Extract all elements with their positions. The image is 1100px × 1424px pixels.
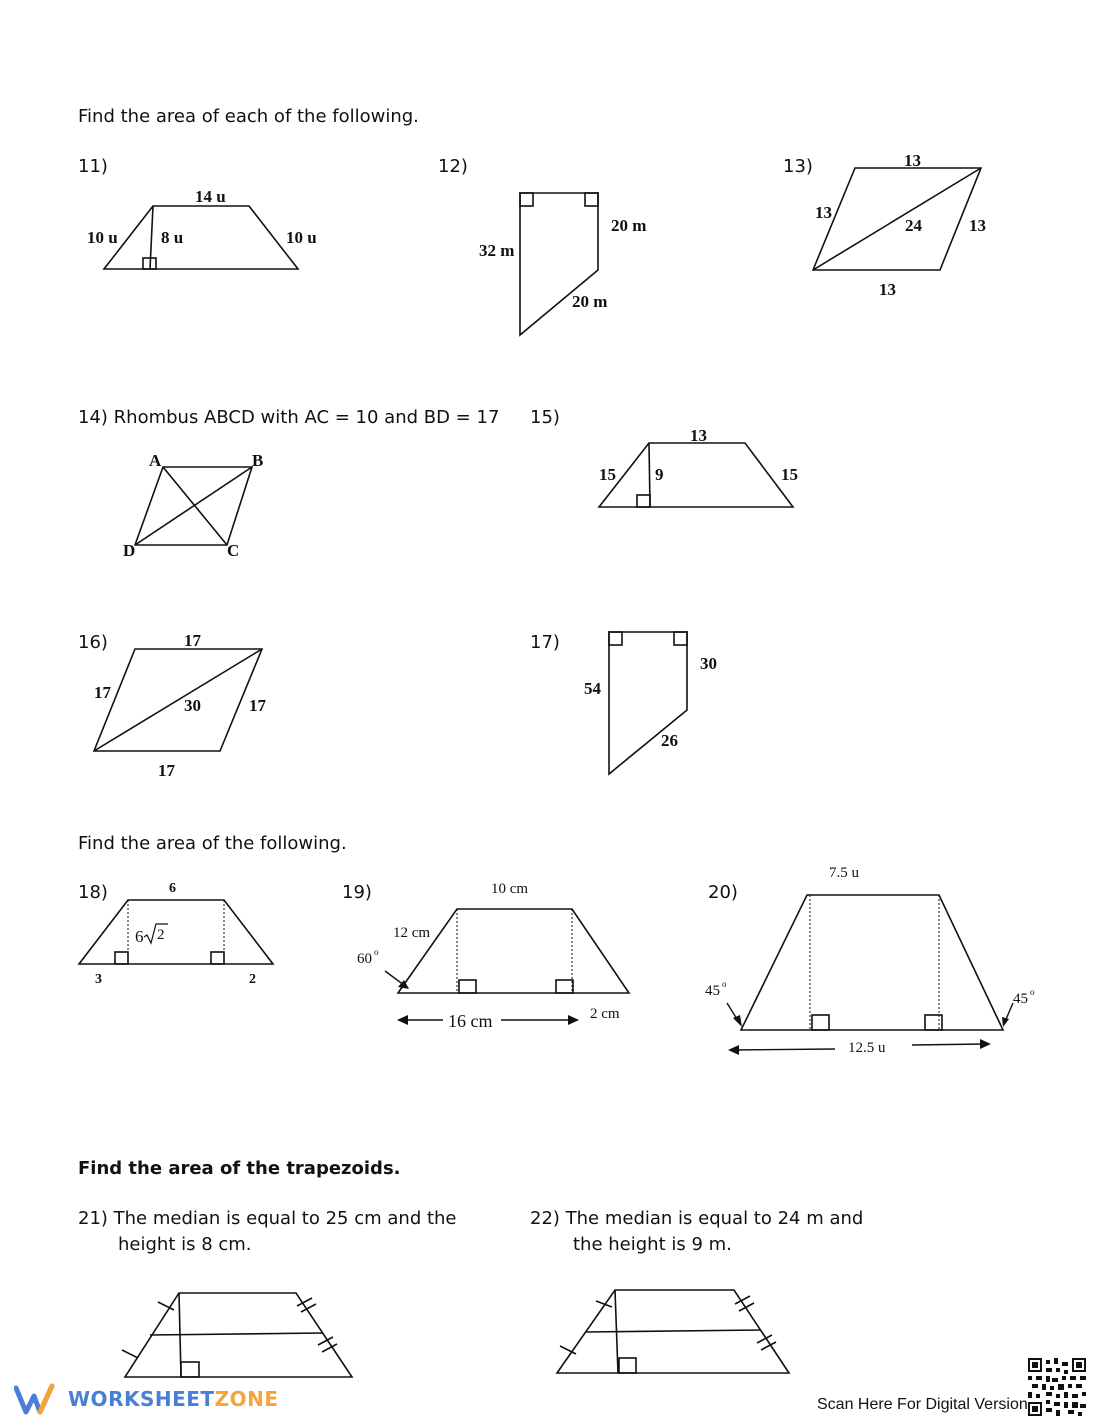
problem-15-number: 15) xyxy=(530,407,560,428)
p18-label-height-coef: 6 xyxy=(135,927,144,946)
worksheetzone-logo-icon xyxy=(14,1382,62,1416)
arrow-head-20a xyxy=(733,1015,742,1027)
problem-22-text-line2: the height is 9 m. xyxy=(573,1234,732,1255)
problem-21-text-line1: 21) The median is equal to 25 cm and the xyxy=(78,1208,457,1229)
arrow-head-19c xyxy=(568,1015,579,1025)
problem-19-number: 19) xyxy=(342,882,372,903)
figure-17-pentagon xyxy=(609,632,687,774)
problem-20-number: 20) xyxy=(708,882,738,903)
p16-label-bottom: 17 xyxy=(158,761,175,780)
p17-label-right: 30 xyxy=(700,654,717,673)
problem-12-number: 12) xyxy=(438,156,468,177)
p17-label-slant: 26 xyxy=(661,731,678,750)
p15-label-height: 9 xyxy=(655,465,664,484)
p15-label-top: 13 xyxy=(690,426,707,445)
scan-text: Scan Here For Digital Version xyxy=(817,1396,1028,1413)
p11-label-left: 10 u xyxy=(87,228,118,247)
figure-20-trapezoid xyxy=(727,895,1013,1050)
problem-14-number: 14) Rhombus ABCD with AC = 10 and BD = 17 xyxy=(78,407,500,428)
arrow-head-20b xyxy=(1002,1017,1009,1027)
p11-label-top: 14 u xyxy=(195,187,226,206)
instruction-part2: Find the area of the following. xyxy=(78,833,347,854)
problem-11-number: 11) xyxy=(78,156,108,177)
p18-label-left-base: 3 xyxy=(95,972,102,987)
p20-label-left-angle: 45 xyxy=(705,983,720,999)
p16-label-top: 17 xyxy=(184,631,201,650)
p18-label-right-base: 2 xyxy=(249,972,256,987)
p19-label-slant: 12 cm xyxy=(393,925,431,941)
figure-21-trapezoid xyxy=(122,1293,352,1377)
problem-21-text-line2: height is 8 cm. xyxy=(118,1234,252,1255)
p13-label-diagonal: 24 xyxy=(905,216,922,235)
problem-18-number: 18) xyxy=(78,882,108,903)
p17-label-left: 54 xyxy=(584,679,601,698)
figure-18-trapezoid xyxy=(79,900,273,964)
figure-12-pentagon xyxy=(520,193,598,335)
footer-brand xyxy=(14,1382,278,1416)
p11-label-height: 8 u xyxy=(161,228,184,247)
figure-14-rhombus xyxy=(135,467,252,545)
p16-label-left: 17 xyxy=(94,683,111,702)
figure-15-trapezoid xyxy=(599,443,793,507)
p19-label-top: 10 cm xyxy=(491,881,529,897)
p16-label-right: 17 xyxy=(249,696,266,715)
p20-label-base: 12.5 u xyxy=(848,1040,886,1056)
p20-label-top: 7.5 u xyxy=(829,865,859,881)
p14-label-C: C xyxy=(227,541,240,560)
p15-label-left: 15 xyxy=(599,465,616,484)
p20-label-right-angle: 45 xyxy=(1013,991,1028,1007)
p14-label-D: D xyxy=(123,541,136,560)
p20-label-left-angle-degree: o xyxy=(722,979,727,989)
p18-label-top: 6 xyxy=(169,881,176,896)
p12-label-slant: 20 m xyxy=(572,292,608,311)
brand-name: WORKSHEETZONE xyxy=(68,1387,279,1411)
p19-label-base: 16 cm xyxy=(448,1011,493,1031)
arrow-head-20c xyxy=(728,1045,739,1055)
arrow-head-20d xyxy=(980,1039,991,1049)
problem-16-number: 16) xyxy=(78,632,108,653)
qr-code-icon[interactable] xyxy=(1028,1358,1086,1416)
p11-label-right: 10 u xyxy=(286,228,317,247)
problem-13-number: 13) xyxy=(783,156,813,177)
p13-label-left: 13 xyxy=(815,203,832,222)
p16-label-diagonal: 30 xyxy=(184,696,201,715)
figure-22-trapezoid xyxy=(557,1290,789,1373)
p12-label-left: 32 m xyxy=(479,241,515,260)
figure-16-parallelogram xyxy=(94,649,262,751)
instruction-part1: Find the area of each of the following. xyxy=(78,106,419,127)
figure-13-parallelogram xyxy=(813,168,981,270)
p19-label-angle: 60 xyxy=(357,951,372,967)
instruction-part3: Find the area of the trapezoids. xyxy=(78,1158,401,1179)
p14-label-B: B xyxy=(252,451,264,470)
p15-label-right: 15 xyxy=(781,465,798,484)
p13-label-top: 13 xyxy=(904,151,921,170)
p19-label-extra: 2 cm xyxy=(590,1006,620,1022)
p12-label-right: 20 m xyxy=(611,216,647,235)
p13-label-bottom: 13 xyxy=(879,280,896,299)
problem-22-text-line1: 22) The median is equal to 24 m and xyxy=(530,1208,864,1229)
problem-17-number: 17) xyxy=(530,632,560,653)
p13-label-right: 13 xyxy=(969,216,986,235)
p20-label-right-angle-degree: o xyxy=(1030,987,1035,997)
p14-label-A: A xyxy=(149,451,162,470)
arrow-head-19b xyxy=(397,1015,408,1025)
figure-11-trapezoid xyxy=(104,206,298,269)
p19-label-angle-degree: o xyxy=(374,947,379,957)
p18-label-height-radicand: 2 xyxy=(157,927,165,943)
